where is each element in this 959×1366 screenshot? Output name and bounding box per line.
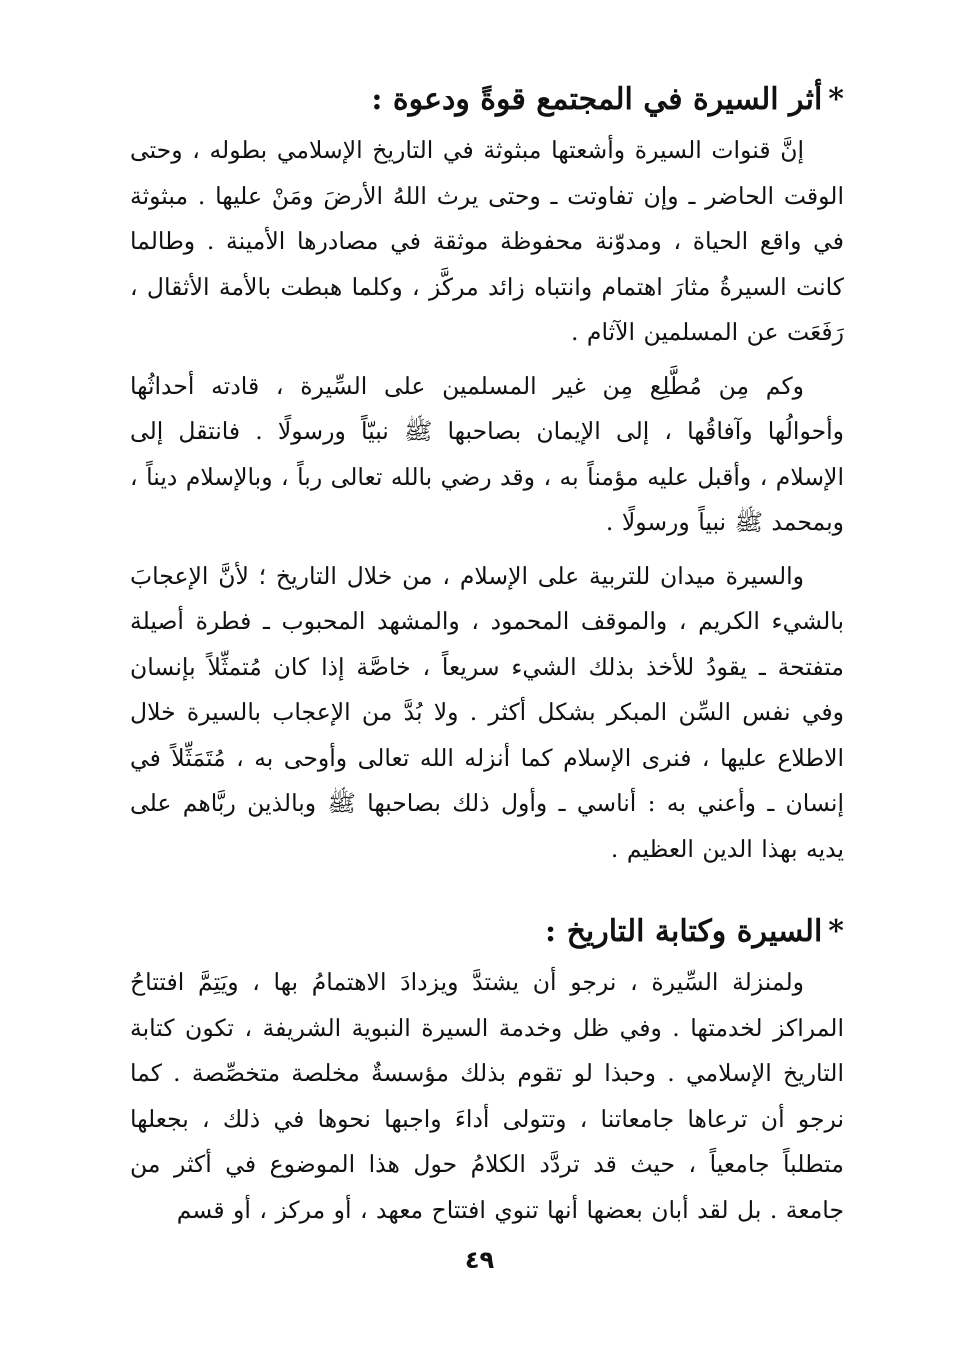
page-number: ٤٩ bbox=[464, 1246, 495, 1274]
page-content bbox=[130, 78, 844, 1241]
paragraph: وكم مِن مُطَّلِع مِن غير المسلمين على السِّيرة ، قادته أحداثُها وأحوالُها وآفاقُها ، إلى الإيمان بصاحبها ﷺ نبيّاً ورسولًا . فانتقل إلى الإسلام ، وأقبل عليه مؤمناً به ، وقد رضي بالله تعالى رباً ، وبالإسلام ديناً ، وبمحمد ﷺ نبياً ورسولًا . bbox=[130, 371, 844, 536]
paragraph: إنَّ قنوات السيرة وأشعتها مبثوثة في التاريخ الإسلامي بطوله ، وحتى الوقت الحاضر ـ وإن تفاوتت ـ وحتى يرث اللهُ الأرضَ ومَنْ عليها . مبثوثة في واقع الحياة ، ومدوّنة محفوظة موثقة في مصادرها الأمينة . وطالما كانت السيرةُ مثارَ اهتمام وانتباه زائد مركَّز ، وكلما هبطت بالأمة الأثقال ، رَفَعَت عن المسلمين الآثام . bbox=[130, 136, 844, 346]
bullet-star-icon: * bbox=[828, 914, 844, 949]
section-spacer bbox=[130, 880, 844, 910]
bullet-star-icon: * bbox=[828, 82, 844, 117]
paragraph: ولمنزلة السِّيرة ، نرجو أن يشتدَّ ويزدادَ الاهتمامُ بها ، ويَتِمَّ افتتاحُ المراكز لخدمتها . وفي ظل وخدمة السيرة النبوية الشريفة ، تكون كتابة التاريخ الإسلامي . وحبذا لو تقوم بذلك مؤسسةٌ مخلصة متخصِّصة . كما نرجو أن ترعاها جامعاتنا ، وتتولى أداءَ واجبها نحوها في ذلك ، بجعلها متطلباً جامعياً ، حيث قد تردَّد الكلامُ حول هذا الموضوع في أكثر من جامعة . بل لقد أبان بعضها أنها تنوي افتتاح معهد ، أو مركز ، أو قسم bbox=[130, 968, 844, 1224]
section-heading-1 bbox=[130, 78, 844, 122]
section-title: السيرة وكتابة التاريخ : bbox=[545, 914, 823, 949]
section-heading-2 bbox=[130, 910, 844, 954]
paragraph: والسيرة ميدان للتربية على الإسلام ، من خلال التاريخ ؛ لأنَّ الإعجابَ بالشيء الكريم ، والموقف المحمود ، والمشهد المحبوب ـ فطرة أصيلة متفتحة ـ يقودُ للأخذ بذلك الشيء سريعاً ، خاصَّة إذا كان مُتمثِّلاً بإنسان وفي نفس السِّن المبكر بشكل أكثر . ولا بُدَّ من الإعجاب بالسيرة خلال الاطلاع عليها ، فنرى الإسلام كما أنزله الله تعالى وأوحى به ، مُتَمَثِّلاً في إنسان ـ وأعني به : أناسي ـ وأول ذلك بصاحبها ﷺ وبالذين ربَّاهم على يديه بهذا الدين العظيم . bbox=[130, 561, 844, 863]
section-title: أثر السيرة في المجتمع قوةً ودعوة : bbox=[371, 82, 823, 117]
